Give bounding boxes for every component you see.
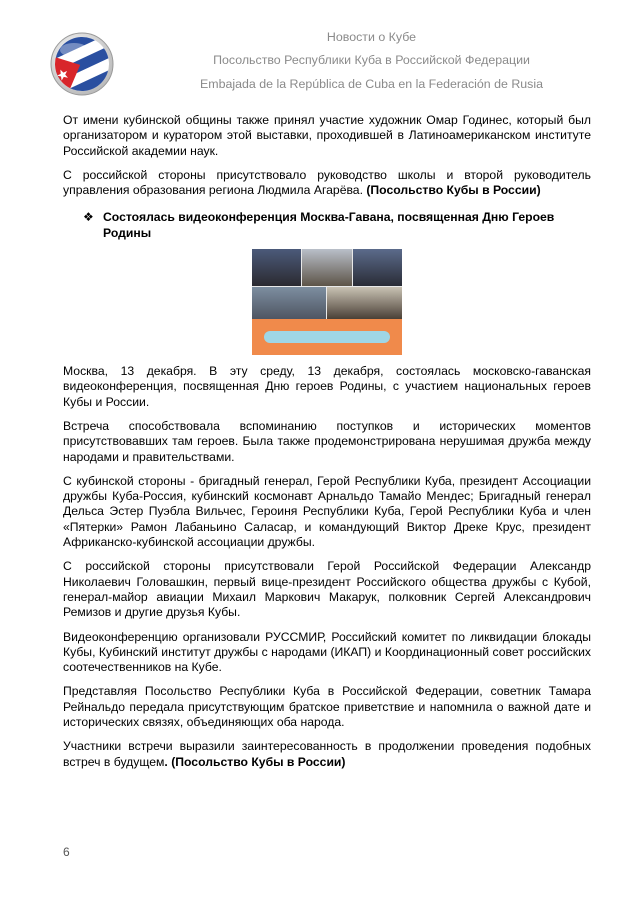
photo-panel <box>252 249 301 286</box>
headline-text: Состоялась видеоконференция Москва-Гавана, посвященная Дню Героев Родины <box>103 210 555 240</box>
photo-banner <box>252 319 402 355</box>
paragraph <box>63 739 591 770</box>
header-title: Новости о Кубе <box>326 30 417 44</box>
photo-panel <box>252 287 326 319</box>
photo-panel <box>302 249 352 286</box>
header-embassy-es: Embajada de la República de Cuba en la Federación de Rusia <box>199 77 544 91</box>
article-photo-collage <box>252 249 402 355</box>
source-credit: (Посольство Кубы в России) <box>366 183 541 198</box>
paragraph: С кубинской стороны - бригадный генерал, Герой Республики Куба, президент Ассоциации дружбы Куба-Россия, кубинский космонавт Арнальдо Тамайо Мендес; Бригадный генерал Дельса Эстер Пуэбла Вильчес, Героиня Республики Куба, Герой Республики Куба и член «Пятерки» Рамон Лабаньино Саласар, и командующий Виктор Дреке Крус, президент Африканско-кубинской ассоциации дружбы. <box>63 473 591 550</box>
photo-panel <box>353 249 402 286</box>
paragraph: Видеоконференцию организовали РУССМИР, Российский комитет по ликвидации блокады Кубы, Кубинский институт дружбы с народами (ИКАП) и Координационный совет российских соотечественников на Кубе. <box>63 629 591 675</box>
photo-panel <box>327 287 402 319</box>
diamond-bullet-icon: ❖ <box>83 210 94 225</box>
banner-ribbon <box>264 331 390 343</box>
source-credit: . (Посольство Кубы в России) <box>164 754 346 769</box>
paragraph <box>63 168 591 199</box>
paragraph: Москва, 13 декабря. В эту среду, 13 декабря, состоялась московско-гаванская видеоконференция, посвященная Дню героев Родины, с участием национальных героев Кубы и России. <box>63 364 591 409</box>
paragraph-text: С российской стороны присутствовало руководство школы и второй руководитель управления образования региона Людмила Агарёва. <box>63 167 591 198</box>
page-number: 6 <box>63 845 70 859</box>
news-headline <box>83 210 591 241</box>
page-header <box>0 0 643 105</box>
paragraph: Представляя Посольство Республики Куба в Российской Федерации, советник Тамара Рейнальдо передала присутствующим братское приветствие и напомнила о важной дате и исторических связях, объединяющих оба народа. <box>63 684 591 730</box>
paragraph: От имени кубинской общины также принял участие художник Омар Годинес, который был организатором и куратором этой выставки, проходившей в Латиноамериканском институте Российской академии наук. <box>63 113 591 158</box>
paragraph: С российской стороны присутствовали Герой Российской Федерации Александр Николаевич Головашкин, первый вице-президент Российского общества дружбы с Кубой, генерал-майор авиации Михаил Маркович Макарук, полковник Сергей Александрович Ремизов и другие друзья Кубы. <box>63 559 591 620</box>
article-body <box>63 113 591 779</box>
paragraph: Встреча способствовала вспоминанию поступков и исторических моментов присутствовавших там героев. Была также продемонстрирована нерушимая дружба между народами и правительствами. <box>63 418 591 464</box>
paragraph-text: Участники встречи выразили заинтересованность в продолжении проведения подобных встреч в будущем <box>63 739 591 769</box>
header-embassy-ru: Посольство Республики Куба в Российской Федерации <box>213 53 530 67</box>
